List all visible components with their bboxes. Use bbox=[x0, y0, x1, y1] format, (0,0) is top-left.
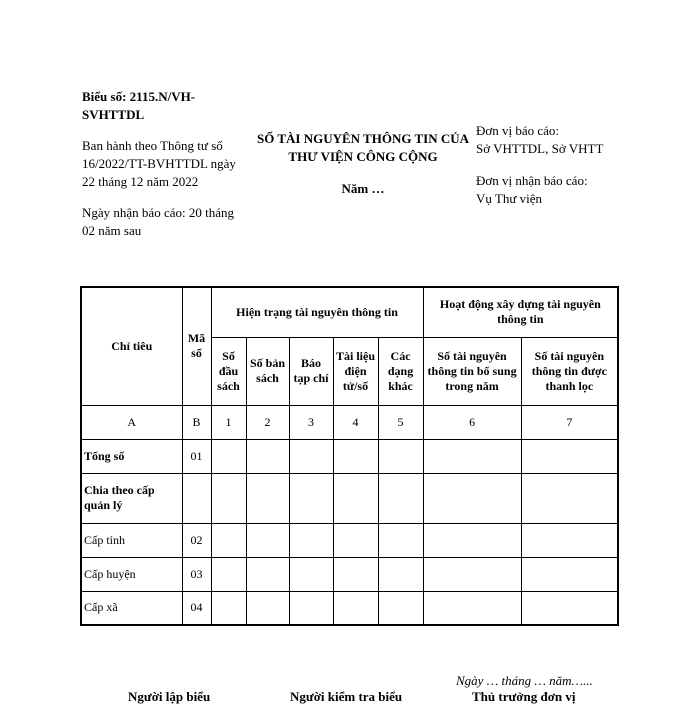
report-title-line: SỐ TÀI NGUYÊN THÔNG TIN CỦA bbox=[256, 131, 470, 146]
signature-date: Ngày … tháng … năm…... bbox=[456, 673, 593, 688]
data-cell[interactable] bbox=[521, 591, 618, 625]
data-cell[interactable] bbox=[333, 557, 378, 591]
table-row bbox=[81, 557, 618, 591]
data-cell[interactable] bbox=[289, 473, 333, 523]
header-col-7: Số tài nguyên thông tin được thanh lọc bbox=[521, 337, 618, 405]
data-cell[interactable] bbox=[423, 439, 521, 473]
index-cell: 3 bbox=[289, 405, 333, 439]
row-label: Cấp xã bbox=[81, 591, 182, 625]
header-building-activity: Hoạt động xây dựng tài nguyên thông tin bbox=[423, 287, 618, 337]
data-cell[interactable] bbox=[211, 523, 246, 557]
row-code: 02 bbox=[182, 523, 211, 557]
table-row bbox=[81, 591, 618, 625]
index-cell: 5 bbox=[378, 405, 423, 439]
receive-date bbox=[82, 204, 252, 240]
signature-head: Thủ trưởng đơn vị bbox=[472, 689, 576, 704]
receive-date-line: Ngày nhận báo cáo: 20 tháng bbox=[82, 205, 234, 220]
data-cell[interactable] bbox=[378, 523, 423, 557]
issued-line: Ban hành theo Thông tư số bbox=[82, 138, 223, 153]
table-row bbox=[81, 473, 618, 523]
data-cell[interactable] bbox=[423, 473, 521, 523]
data-cell[interactable] bbox=[289, 591, 333, 625]
report-year: Năm … bbox=[341, 181, 385, 196]
row-label: Chia theo cấp quản lý bbox=[81, 473, 182, 523]
data-cell[interactable] bbox=[333, 523, 378, 557]
table-row bbox=[81, 523, 618, 557]
data-cell[interactable] bbox=[246, 557, 289, 591]
header-code: Mã số bbox=[182, 287, 211, 405]
index-cell: 4 bbox=[333, 405, 378, 439]
index-cell: 7 bbox=[521, 405, 618, 439]
data-cell[interactable] bbox=[423, 591, 521, 625]
data-cell[interactable] bbox=[211, 591, 246, 625]
table-row bbox=[81, 439, 618, 473]
header-col-6: Số tài nguyên thông tin bổ sung trong năm bbox=[423, 337, 521, 405]
issued-line: 22 tháng 12 năm 2022 bbox=[82, 174, 199, 189]
index-cell: B bbox=[182, 405, 211, 439]
index-cell: A bbox=[81, 405, 182, 439]
data-cell[interactable] bbox=[246, 439, 289, 473]
data-cell[interactable] bbox=[423, 557, 521, 591]
form-code bbox=[82, 88, 222, 124]
report-title bbox=[238, 130, 488, 166]
data-cell[interactable] bbox=[333, 439, 378, 473]
report-title-line: THƯ VIỆN CÔNG CỘNG bbox=[288, 149, 438, 164]
index-row bbox=[81, 405, 618, 439]
data-cell[interactable] bbox=[378, 439, 423, 473]
data-cell[interactable] bbox=[246, 523, 289, 557]
data-cell[interactable] bbox=[289, 523, 333, 557]
form-code-line: Biểu số: 2115.N/VH- bbox=[82, 89, 196, 104]
receive-unit-label: Đơn vị nhận báo cáo: bbox=[476, 173, 588, 188]
data-cell[interactable] bbox=[378, 557, 423, 591]
header-col-4: Tài liệu điện tử/số bbox=[333, 337, 378, 405]
data-cell[interactable] bbox=[521, 439, 618, 473]
row-label: Cấp tỉnh bbox=[81, 523, 182, 557]
signature-checker: Người kiểm tra biểu bbox=[290, 689, 403, 704]
index-cell: 2 bbox=[246, 405, 289, 439]
data-cell[interactable] bbox=[211, 439, 246, 473]
header-col-2: Số bản sách bbox=[246, 337, 289, 405]
data-cell[interactable] bbox=[211, 473, 246, 523]
row-label: Cấp huyện bbox=[81, 557, 182, 591]
report-unit-value: Sở VHTTDL, Sở VHTT bbox=[476, 141, 604, 156]
row-code: 01 bbox=[182, 439, 211, 473]
receive-date-line: 02 năm sau bbox=[82, 223, 142, 238]
index-cell: 1 bbox=[211, 405, 246, 439]
receive-unit-value: Vụ Thư viện bbox=[476, 191, 543, 206]
issued-by-circular bbox=[82, 137, 252, 191]
index-cell: 6 bbox=[423, 405, 521, 439]
header-col-5: Các dạng khác bbox=[378, 337, 423, 405]
data-cell[interactable] bbox=[521, 557, 618, 591]
data-cell[interactable] bbox=[423, 523, 521, 557]
data-cell[interactable] bbox=[246, 591, 289, 625]
data-cell[interactable] bbox=[521, 473, 618, 523]
data-cell[interactable] bbox=[333, 473, 378, 523]
header-col-3: Báo tạp chí bbox=[289, 337, 333, 405]
data-cell[interactable] bbox=[378, 473, 423, 523]
row-code: 03 bbox=[182, 557, 211, 591]
data-cell[interactable] bbox=[246, 473, 289, 523]
receive-unit bbox=[476, 172, 656, 208]
row-code bbox=[182, 473, 211, 523]
data-cell[interactable] bbox=[378, 591, 423, 625]
form-code-line: SVHTTDL bbox=[82, 107, 145, 122]
report-table bbox=[80, 286, 619, 626]
report-unit-label: Đơn vị báo cáo: bbox=[476, 123, 560, 138]
row-code: 04 bbox=[182, 591, 211, 625]
report-unit bbox=[476, 122, 656, 158]
header-indicator: Chỉ tiêu bbox=[81, 287, 182, 405]
data-cell[interactable] bbox=[289, 557, 333, 591]
row-label: Tổng số bbox=[81, 439, 182, 473]
issued-line: 16/2022/TT-BVHTTDL ngày bbox=[82, 156, 236, 171]
data-cell[interactable] bbox=[521, 523, 618, 557]
header-col-1: Số đầu sách bbox=[211, 337, 246, 405]
data-cell[interactable] bbox=[211, 557, 246, 591]
data-cell[interactable] bbox=[333, 591, 378, 625]
signature-preparer: Người lập biểu bbox=[128, 689, 211, 704]
header-current-status: Hiện trạng tài nguyên thông tin bbox=[211, 287, 423, 337]
data-cell[interactable] bbox=[289, 439, 333, 473]
